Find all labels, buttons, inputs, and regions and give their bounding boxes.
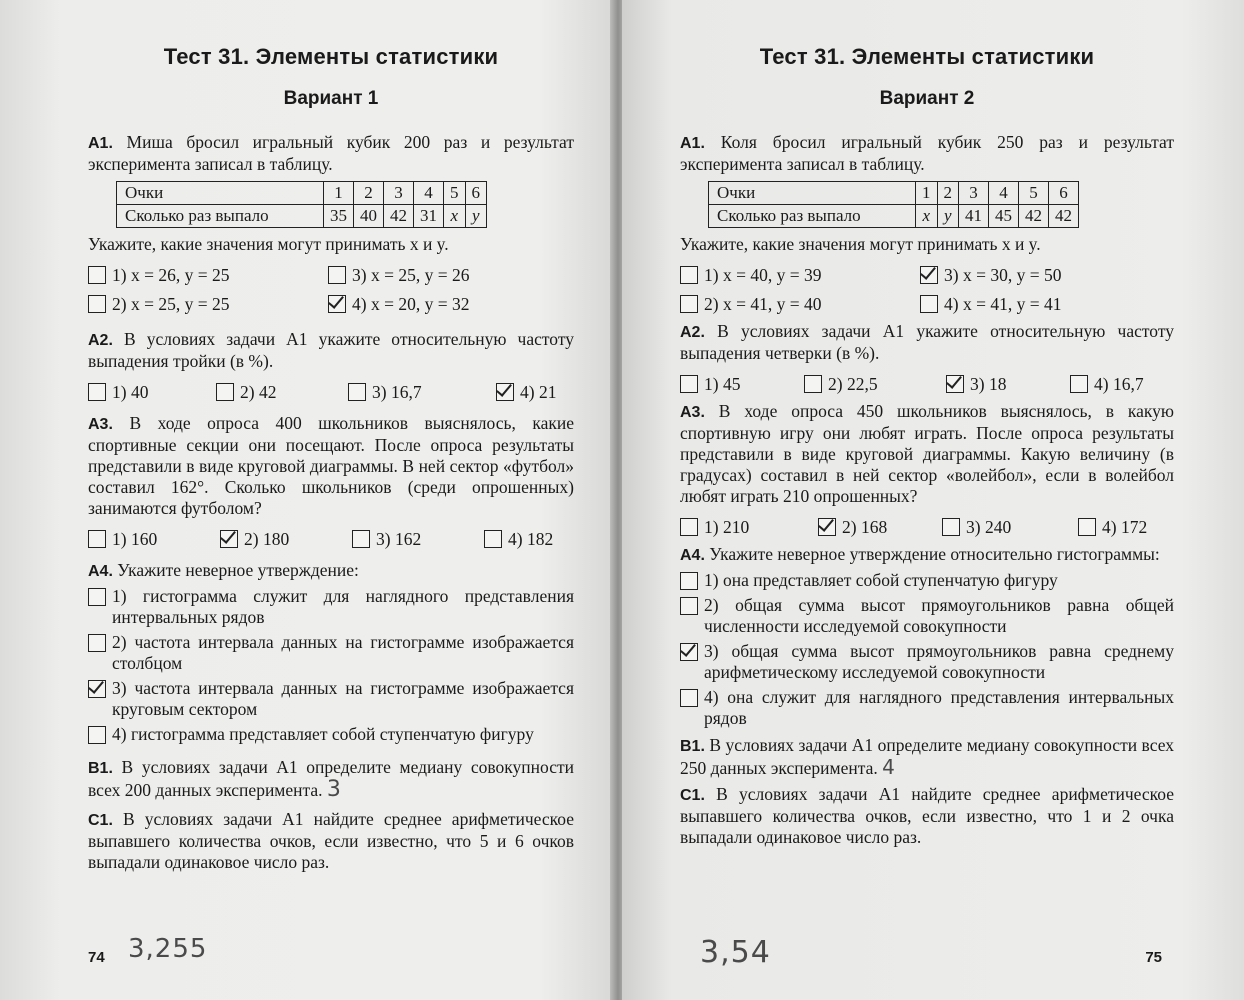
checkbox[interactable] xyxy=(352,530,370,548)
variant-heading: Вариант 2 xyxy=(879,88,975,109)
checkbox[interactable] xyxy=(680,572,698,590)
option-4[interactable]: 4) 172 xyxy=(1078,515,1147,539)
option-4[interactable]: 4) 16,7 xyxy=(1070,372,1144,396)
handwritten-answer: 3,255 xyxy=(128,934,208,964)
page-number: 75 xyxy=(1145,949,1162,966)
checked-checkbox[interactable] xyxy=(680,643,698,661)
checkbox[interactable] xyxy=(88,634,106,652)
answer-row xyxy=(680,515,1174,539)
option-1[interactable]: 1) 210 xyxy=(680,515,818,539)
checkbox[interactable] xyxy=(1078,518,1096,536)
results-table: Очки 1 2 3 4 5 6 Сколько раз выпало 35 40 42 31 x y xyxy=(116,181,487,228)
checked-checkbox[interactable] xyxy=(88,680,106,698)
option-3[interactable]: 3) 18 xyxy=(946,372,1070,396)
checkbox[interactable] xyxy=(680,375,698,393)
checkbox[interactable] xyxy=(88,530,106,548)
variant-heading: Вариант 1 xyxy=(283,88,379,109)
option-2[interactable]: 2) частота интервала данных на гистограмме изображается столбцом xyxy=(88,632,574,674)
option-1[interactable]: 1) 40 xyxy=(88,380,216,404)
answer-row xyxy=(680,372,1174,396)
answer-row xyxy=(88,292,574,316)
checkbox[interactable] xyxy=(484,530,502,548)
option-4[interactable]: 4) она служит для наглядного представления интервальных рядов xyxy=(680,687,1174,729)
question-b1: В1. В условиях задачи А1 определите медиану совокупности всех 200 данных эксперимента. 3 xyxy=(88,757,574,802)
question-a1-prompt: Укажите, какие значения могут принимать x и y. xyxy=(680,234,1041,254)
option-3[interactable]: 3) 240 xyxy=(942,515,1078,539)
results-table: Очки 1 2 3 4 5 6 Сколько раз выпало x y 41 45 42 42 xyxy=(708,181,1079,228)
answer-row xyxy=(680,263,1174,287)
option-4[interactable]: 4) гистограмма представляет собой ступенчатую фигуру xyxy=(88,724,574,745)
option-2[interactable]: 2) 42 xyxy=(216,380,348,404)
question-a2: А2. В условиях задачи А1 укажите относительную частоту выпадения четверки (в %). xyxy=(680,321,1174,363)
checked-checkbox[interactable] xyxy=(496,383,514,401)
question-c1: С1. В условиях задачи А1 найдите среднее арифметическое выпавшего количества очков, если известно, что 5 и 6 очков выпадали одинаковое число раз. xyxy=(88,809,574,872)
checked-checkbox[interactable] xyxy=(328,295,346,313)
page-right xyxy=(622,0,1244,1000)
checked-checkbox[interactable] xyxy=(920,266,938,284)
checked-checkbox[interactable] xyxy=(818,518,836,536)
question-a1: А1. Миша бросил игральный кубик 200 раз и результат эксперимента записал в таблицу. xyxy=(88,132,574,174)
checkbox[interactable] xyxy=(88,588,106,606)
question-c1: С1. В условиях задачи А1 найдите среднее арифметическое выпавшего количества очков, если известно, что 1 и 2 очка выпадали одинаковое число раз. xyxy=(680,784,1174,847)
checkbox[interactable] xyxy=(88,295,106,313)
question-b1: В1. В условиях задачи А1 определите медиану совокупности всех 250 данных эксперимента. 4 xyxy=(680,735,1174,779)
option-4[interactable]: 4) x = 41, y = 41 xyxy=(920,292,1061,316)
question-a2: А2. В условиях задачи А1 укажите относительную частоту выпадения тройки (в %). xyxy=(88,329,574,371)
checked-checkbox[interactable] xyxy=(946,375,964,393)
option-2[interactable]: 2) 168 xyxy=(818,515,942,539)
answer-row xyxy=(680,292,1174,316)
question-a3: А3. В ходе опроса 450 школьников выяснялось, в какую спортивную игру они любят играть. После опроса результаты представили в виде круговой диаграммы. Какую величину (в градусах) составил в ней сектор «волейбол», если в волейбол любят играть 210 опрошенных? xyxy=(680,401,1174,506)
checkbox[interactable] xyxy=(680,689,698,707)
handwritten-answer: 4 xyxy=(882,755,896,779)
checkbox[interactable] xyxy=(348,383,366,401)
checkbox[interactable] xyxy=(942,518,960,536)
answer-row xyxy=(88,527,574,551)
checkbox[interactable] xyxy=(920,295,938,313)
handwritten-answer: 3 xyxy=(326,777,342,802)
handwritten-answer: 3,54 xyxy=(700,935,771,970)
checkbox[interactable] xyxy=(88,726,106,744)
option-3[interactable]: 3) 162 xyxy=(352,527,484,551)
question-a1-prompt: Укажите, какие значения могут принимать x и y. xyxy=(88,234,449,254)
checkbox[interactable] xyxy=(216,383,234,401)
checkbox[interactable] xyxy=(804,375,822,393)
test-title: Тест 31. Элементы статистики xyxy=(163,44,499,69)
option-1[interactable]: 1) 160 xyxy=(88,527,220,551)
option-3[interactable]: 3) x = 30, y = 50 xyxy=(920,263,1061,287)
checked-checkbox[interactable] xyxy=(220,530,238,548)
question-a4: А4. Укажите неверное утверждение относительно гистограммы: xyxy=(680,544,1160,564)
option-3[interactable]: 3) 16,7 xyxy=(348,380,496,404)
option-4[interactable]: 4) 21 xyxy=(496,380,556,404)
option-1[interactable]: 1) 45 xyxy=(680,372,804,396)
test-title: Тест 31. Элементы статистики xyxy=(759,44,1095,69)
option-2[interactable]: 2) 180 xyxy=(220,527,352,551)
option-1[interactable]: 1) гистограмма служит для наглядного представления интервальных рядов xyxy=(88,586,574,628)
option-2[interactable]: 2) общая сумма высот прямоугольников равна общей численности исследуемой совокупности xyxy=(680,595,1174,637)
page-number: 74 xyxy=(88,949,105,966)
question-a1: А1. Коля бросил игральный кубик 250 раз и результат эксперимента записал в таблицу. xyxy=(680,132,1174,174)
option-3[interactable]: 3) x = 25, y = 26 xyxy=(328,263,469,287)
answer-row xyxy=(88,380,574,404)
option-1[interactable]: 1) x = 26, y = 25 xyxy=(88,263,328,287)
option-4[interactable]: 4) x = 20, y = 32 xyxy=(328,292,469,316)
question-a3: А3. В ходе опроса 400 школьников выяснялось, какие спортивные секции они посещают. После опроса результаты представили в виде круговой диаграммы. В ней сектор «футбол» составил 162°. Сколько школьников (среди опрошенных) занимаются футболом? xyxy=(88,413,574,518)
option-2[interactable]: 2) 22,5 xyxy=(804,372,946,396)
option-1[interactable]: 1) x = 40, y = 39 xyxy=(680,263,920,287)
checkbox[interactable] xyxy=(680,597,698,615)
checkbox[interactable] xyxy=(88,383,106,401)
option-3[interactable]: 3) частота интервала данных на гистограмме изображается круговым сектором xyxy=(88,678,574,720)
answer-row xyxy=(88,263,574,287)
option-2[interactable]: 2) x = 25, y = 25 xyxy=(88,292,328,316)
question-a4: А4. Укажите неверное утверждение: xyxy=(88,560,359,580)
option-1[interactable]: 1) она представляет собой ступенчатую фигуру xyxy=(680,570,1174,591)
checkbox[interactable] xyxy=(1070,375,1088,393)
checkbox[interactable] xyxy=(680,295,698,313)
checkbox[interactable] xyxy=(680,518,698,536)
checkbox[interactable] xyxy=(328,266,346,284)
checkbox[interactable] xyxy=(88,266,106,284)
checkbox[interactable] xyxy=(680,266,698,284)
option-2[interactable]: 2) x = 41, y = 40 xyxy=(680,292,920,316)
page-left xyxy=(0,0,614,1000)
option-4[interactable]: 4) 182 xyxy=(484,527,553,551)
option-3[interactable]: 3) общая сумма высот прямоугольников равна среднему арифметическому исследуемой совокупности xyxy=(680,641,1174,683)
